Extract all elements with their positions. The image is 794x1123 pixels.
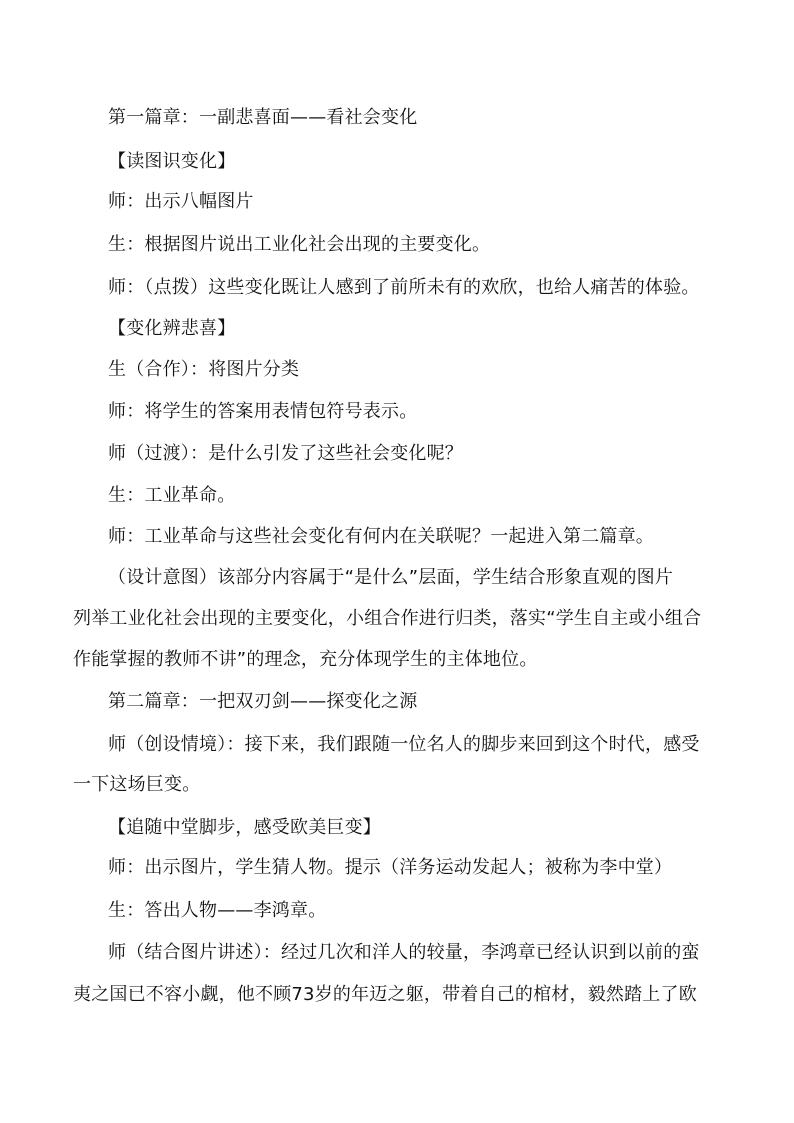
- text-line: 生：工业革命。: [108, 485, 236, 506]
- text-line: 师：将学生的答案用表情包符号表示。: [108, 401, 418, 422]
- text-line: 师：出示图片，学生猜人物。提示（洋务运动发起人；被称为李中堂）: [108, 857, 673, 878]
- text-line: 师（创设情境）：接下来，我们跟随一位名人的脚步来回到这个时代，感受: [108, 734, 700, 755]
- section-heading-change: 【变化辨悲喜】: [108, 318, 236, 339]
- text-line: 生：根据图片说出工业化社会出现的主要变化。: [108, 234, 491, 255]
- text-line: 师（过渡）：是什么引发了这些社会变化呢？: [108, 443, 463, 464]
- text-line: 师：（点拨）这些变化既让人感到了前所未有的欢欣，也给人痛苦的体验。: [108, 277, 700, 298]
- text-line: 夷之国已不容小觑，他不顾73岁的年迈之躯，带着自己的棺材，毅然踏上了欧: [73, 984, 697, 1005]
- design-intent-line: 作能掌握的教师不讲”的理念，充分体现学生的主体地位。: [73, 649, 538, 670]
- section-heading-read-image: 【读图识变化】: [108, 151, 236, 172]
- text-line: 生（合作）：将图片分类: [108, 359, 300, 380]
- design-intent-line: （设计意图）该部分内容属于“是什么”层面，学生结合形象直观的图片: [108, 567, 674, 588]
- text-line: 师：出示八幅图片: [108, 191, 254, 212]
- text-line: 师：工业革命与这些社会变化有何内在关联呢？一起进入第二篇章。: [108, 526, 654, 547]
- text-line: 生：答出人物——李鸿章。: [108, 900, 327, 921]
- chapter-one-heading: 第一篇章：一副悲喜面——看社会变化: [108, 107, 418, 128]
- chapter-two-heading: 第二篇章：一把双刃剑——探变化之源: [108, 691, 418, 712]
- text-line: 一下这场巨变。: [73, 774, 201, 795]
- text-line: 师（结合图片讲述）：经过几次和洋人的较量，李鸿章已经认识到以前的蛮: [108, 942, 700, 963]
- section-heading-follow: 【追随中堂脚步，感受欧美巨变】: [108, 817, 381, 838]
- design-intent-line: 列举工业化社会出现的主要变化，小组合作进行归类，落实“学生自主或小组合: [73, 608, 702, 629]
